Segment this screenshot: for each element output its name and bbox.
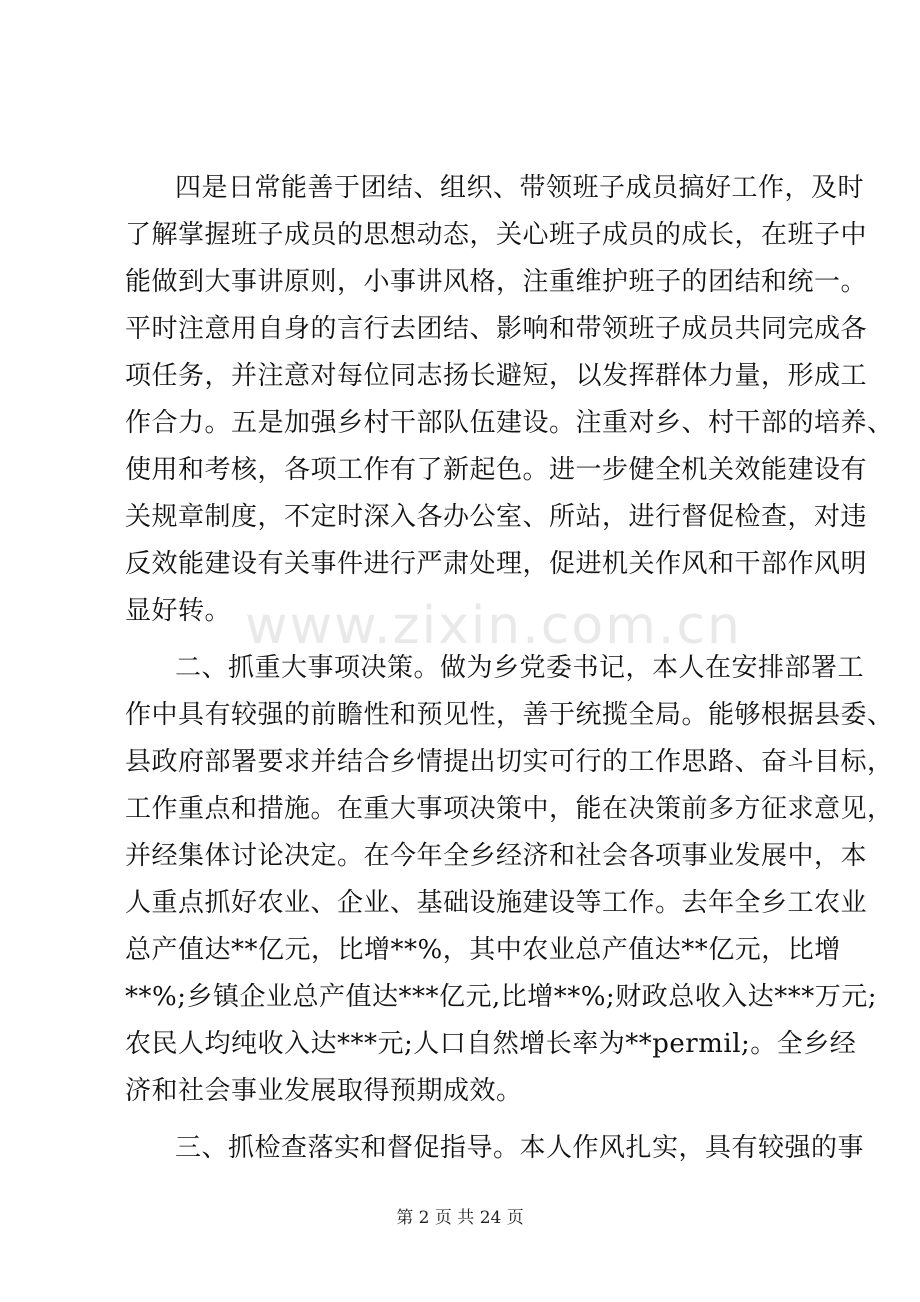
text-line: 显好转。 — [125, 596, 232, 626]
text-line: 关规章制度，不定时深入各办公室、所站，进行督促检查，对违 — [125, 502, 868, 532]
text-line: 能做到大事讲原则，小事讲风格，注重维护班子的团结和统一。 — [125, 267, 868, 297]
text-line: 使用和考核，各项工作有了新起色。进一步健全机关效能建设有 — [125, 455, 868, 485]
text-line: 人重点抓好农业、企业、基础设施建设等工作。去年全乡工农业 — [125, 888, 868, 918]
text-line: 项任务，并注意对每位同志扬长避短，以发挥群体力量，形成工 — [125, 361, 868, 391]
text-line: 并经集体讨论决定。在今年全乡经济和社会各项事业发展中，本 — [125, 841, 868, 871]
text-line: 平时注意用自身的言行去团结、影响和带领班子成员共同完成各 — [125, 314, 868, 344]
text-line: 反效能建设有关事件进行严肃处理，促进机关作风和干部作风明 — [125, 549, 868, 579]
page-footer: 第 2 页 共 24 页 — [396, 1208, 524, 1228]
document-body — [125, 165, 894, 1172]
text-line: 工作重点和措施。在重大事项决策中，能在决策前多方征求意见， — [125, 794, 894, 824]
paragraph — [125, 165, 894, 635]
text-line: 三、抓检查落实和督促指导。本人作风扎实，具有较强的事 — [175, 1133, 865, 1163]
text-line: 作中具有较强的前瞻性和预见性，善于统揽全局。能够根据县委、 — [125, 700, 894, 730]
text-line: 农民人均纯收入达***元;人口自然增长率为**permil;。全乡经 — [125, 1029, 857, 1059]
text-line: 济和社会事业发展取得预期成效。 — [125, 1076, 523, 1106]
text-line: 四是日常能善于团结、组织、带领班子成员搞好工作，及时 — [175, 173, 865, 203]
text-line: 县政府部署要求并结合乡情提出切实可行的工作思路、奋斗目标， — [125, 747, 894, 777]
text-line: 作合力。五是加强乡村干部队伍建设。注重对乡、村干部的培养、 — [125, 408, 894, 438]
watermark: www.zixin.com.cn — [245, 596, 742, 656]
paragraph — [125, 1125, 865, 1172]
paragraph — [125, 645, 894, 1115]
text-line: **%;乡镇企业总产值达***亿元,比增**%;财政总收入达***万元; — [125, 982, 877, 1012]
text-line: 了解掌握班子成员的思想动态，关心班子成员的成长，在班子中 — [125, 220, 868, 250]
text-line: 二、抓重大事项决策。做为乡党委书记，本人在安排部署工 — [175, 653, 865, 683]
text-line: 总产值达**亿元，比增**%，其中农业总产值达**亿元，比增 — [125, 935, 841, 965]
